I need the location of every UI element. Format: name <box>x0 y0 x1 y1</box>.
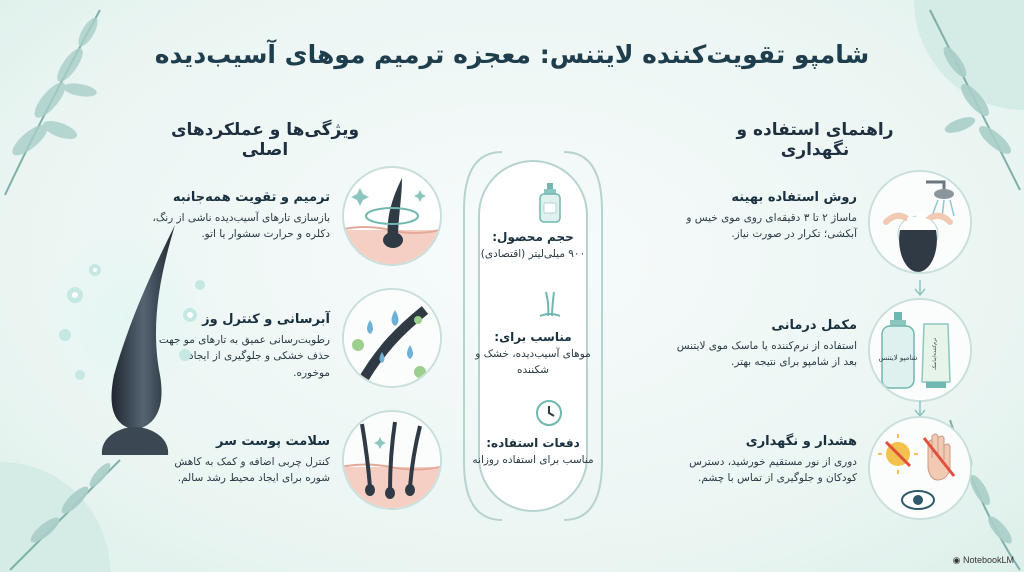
spec-frequency-title: دفعات استفاده: <box>486 436 580 450</box>
feature-hydration <box>150 312 330 381</box>
shower-icon <box>868 170 972 274</box>
guide-warning-body: دوری از نور مستقیم خورشید، دسترس کودکان و جلوگیری از تماس با چشم. <box>689 456 857 485</box>
leaf-decoration-top-left <box>0 0 120 200</box>
hair-strand-icon <box>536 290 564 320</box>
tube-label: نرم‌کننده/ماسک <box>932 337 938 371</box>
spec-frequency <box>470 436 596 469</box>
guide-usage <box>672 190 857 243</box>
feature-scalp-title: سلامت پوست سر <box>216 434 330 449</box>
feature-repair-body: بازسازی تارهای آسیب‌دیده ناشی از رنگ، دکلره و حرارت سشوار یا اتو. <box>152 212 330 241</box>
feature-scalp-body: کنترل چربی اضافه و کمک به کاهش شوره برای ایجاد محیط رشد سالم. <box>174 456 330 485</box>
warning-icon <box>868 416 972 520</box>
guide-complement-title: مکمل درمانی <box>771 318 857 333</box>
scalp-follicles-icon <box>342 410 442 510</box>
spec-volume-body: ۹۰۰ میلی‌لیتر (اقتصادی) <box>480 248 586 260</box>
hair-repair-icon <box>342 166 442 266</box>
spec-frequency-body: مناسب برای استفاده روزانه <box>472 454 594 466</box>
feature-repair-title: ترمیم و تقویت همه‌جانبه <box>172 190 330 205</box>
spec-suitable-title: مناسب برای: <box>494 330 572 344</box>
guide-complement-body: استفاده از نرم‌کننده یا ماسک موی لایتنس بعد از شامپو برای نتیجه بهتر. <box>676 340 857 369</box>
feature-scalp <box>150 434 330 487</box>
spec-suitable <box>470 330 596 379</box>
clock-icon <box>534 398 564 428</box>
feature-hydration-title: آبرسانی و کنترل وز <box>202 312 330 327</box>
spec-suitable-body: موهای آسیب‌دیده، خشک و شکننده <box>475 348 591 376</box>
feature-repair <box>150 190 330 243</box>
bottle-icon <box>538 183 562 223</box>
arrow-down-icon <box>913 279 927 297</box>
brand-logo-text: NotebookLM <box>962 555 1014 565</box>
products-icon <box>868 298 972 402</box>
brand-logo-icon: ◉ <box>952 555 963 565</box>
guide-usage-body: ماساژ ۲ تا ۳ دقیقه‌ای روی موی خیس و آبکشی؛ تکرار در صورت نیاز. <box>686 212 857 241</box>
bottle-label: شامپو لایتنس <box>878 354 918 362</box>
guide-warning-title: هشدار و نگهداری <box>745 434 857 449</box>
feature-hydration-body: رطوبت‌رسانی عمیق به تارهای مو جهت حذف خشکی و جلوگیری از ایجاد موخوره. <box>158 334 330 379</box>
hydration-drops-icon <box>342 288 442 388</box>
spec-volume <box>470 230 596 263</box>
guide-usage-title: روش استفاده بهینه <box>731 190 857 205</box>
features-heading: ویژگی‌ها و عملکردهای اصلی <box>170 120 360 160</box>
guide-heading: راهنمای استفاده و نگهداری <box>736 120 894 160</box>
guide-complement <box>672 318 857 371</box>
spec-volume-title: حجم محصول: <box>492 230 574 244</box>
brand-logo <box>953 555 1014 566</box>
guide-warning <box>672 434 857 487</box>
page-title: شامپو تقویت‌کننده لایتنس: معجزه ترمیم موهای آسیب‌دیده <box>154 40 870 69</box>
